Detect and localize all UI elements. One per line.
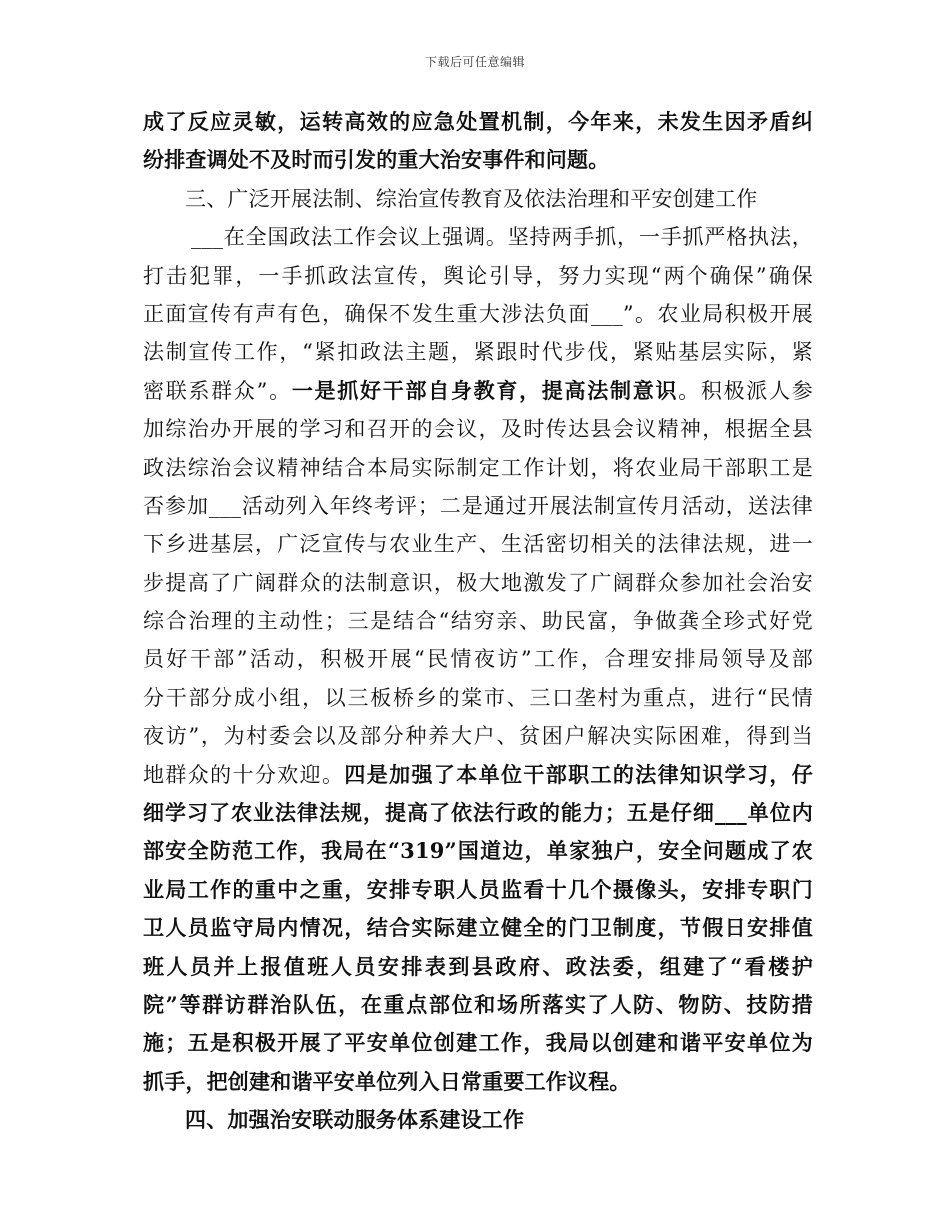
text-line: 三、广泛开展法制、综治宣传教育及依法治理和平安创建工作 [185, 186, 758, 211]
page-header: 下载后可任意编辑 [424, 55, 525, 69]
text-line: 打击犯罪，一手抓政法宣传，舆论引导，努力实现“两个确保”确保 [143, 263, 813, 288]
text-line: 步提高了广阔群众的法制意识，极大地激发了广阔群众参加社会治安 [143, 570, 813, 595]
text-line: 四、加强治安联动服务体系建设工作 [185, 1107, 525, 1133]
text-line: 成了反应灵敏，运转高效的应急处置机制，今年来，未发生因矛盾纠 [143, 109, 813, 134]
text-line [143, 756, 813, 794]
text-line: 法制宣传工作，“紧扣政法主题，紧跟时代步伐，紧贴基层实际，紧 [143, 340, 813, 365]
text-line: 员好干部”活动，积极开展“民情夜访”工作，合理安排局领导及部 [143, 647, 813, 672]
text-line: ___在全国政法工作会议上强调。坚持两手抓，一手抓严格执法， [191, 225, 813, 250]
text-line: 加综治办开展的学习和召开的会议，及时传达县会议精神，根据全县 [143, 417, 813, 442]
text-line: 施；五是积极开展了平安单位创建工作，我局以创建和谐平安单位为 [143, 1030, 813, 1056]
text-line: 纷排查调处不及时而引发的重大治安事件和问题。 [143, 147, 610, 173]
text-line: 综合治理的主动性；三是结合“结穷亲、助民富，争做龚全珍式好党 [143, 609, 813, 634]
text-line: 卫人员监守局内情况，结合实际建立健全的门卫制度，节假日安排值 [143, 915, 813, 941]
text-line: 班人员并上报值班人员安排表到县政府、政法委，组建了“看楼护 [143, 953, 813, 979]
text-segment: 密联系群众”。 [143, 378, 292, 403]
text-line: 分干部分成小组，以三板桥乡的棠市、三口垄村为重点，进行“民情 [143, 685, 813, 710]
text-line: 抓手，把创建和谐平安单位列入日常重要工作议程。 [143, 1068, 631, 1094]
text-segment: 四是加强了本单位干部职工的法律知识学习，仔 [344, 761, 813, 787]
text-line: 部安全防范工作，我局在“319”国道边，单家独户，安全问题成了农 [143, 838, 813, 864]
document-body [143, 103, 813, 1140]
text-line: 下乡进基层，广泛宣传与农业生产、生活密切相关的法律法规，进一 [143, 532, 813, 557]
text-line: 正面宣传有声有色，确保不发生重大涉法负面___”。农业局积极开展 [143, 301, 813, 326]
text-segment: 地群众的十分欢迎。 [143, 762, 345, 787]
text-line: 政法综治会议精神结合本局实际制定工作计划，将农业局干部职工是 [143, 455, 813, 480]
text-segment: 。积极派人参 [678, 378, 814, 403]
text-line: 否参加___活动列入年终考评；二是通过开展法制宣传月活动，送法律 [143, 493, 813, 518]
text-line [143, 372, 813, 410]
text-line: 院”等群访群治队伍，在重点部位和场所落实了人防、物防、技防措 [143, 991, 813, 1017]
text-line: 业局工作的重中之重，安排专职人员监看十几个摄像头，安排专职门 [143, 876, 813, 902]
text-line: 夜访”，为村委会以及部分种养大户、贫困户解决实际困难，得到当 [143, 724, 813, 749]
text-segment: 一是抓好干部自身教育，提高法制意识 [291, 377, 679, 403]
text-line: 细学习了农业法律法规，提高了依法行政的能力；五是仔细___单位内 [143, 800, 813, 826]
